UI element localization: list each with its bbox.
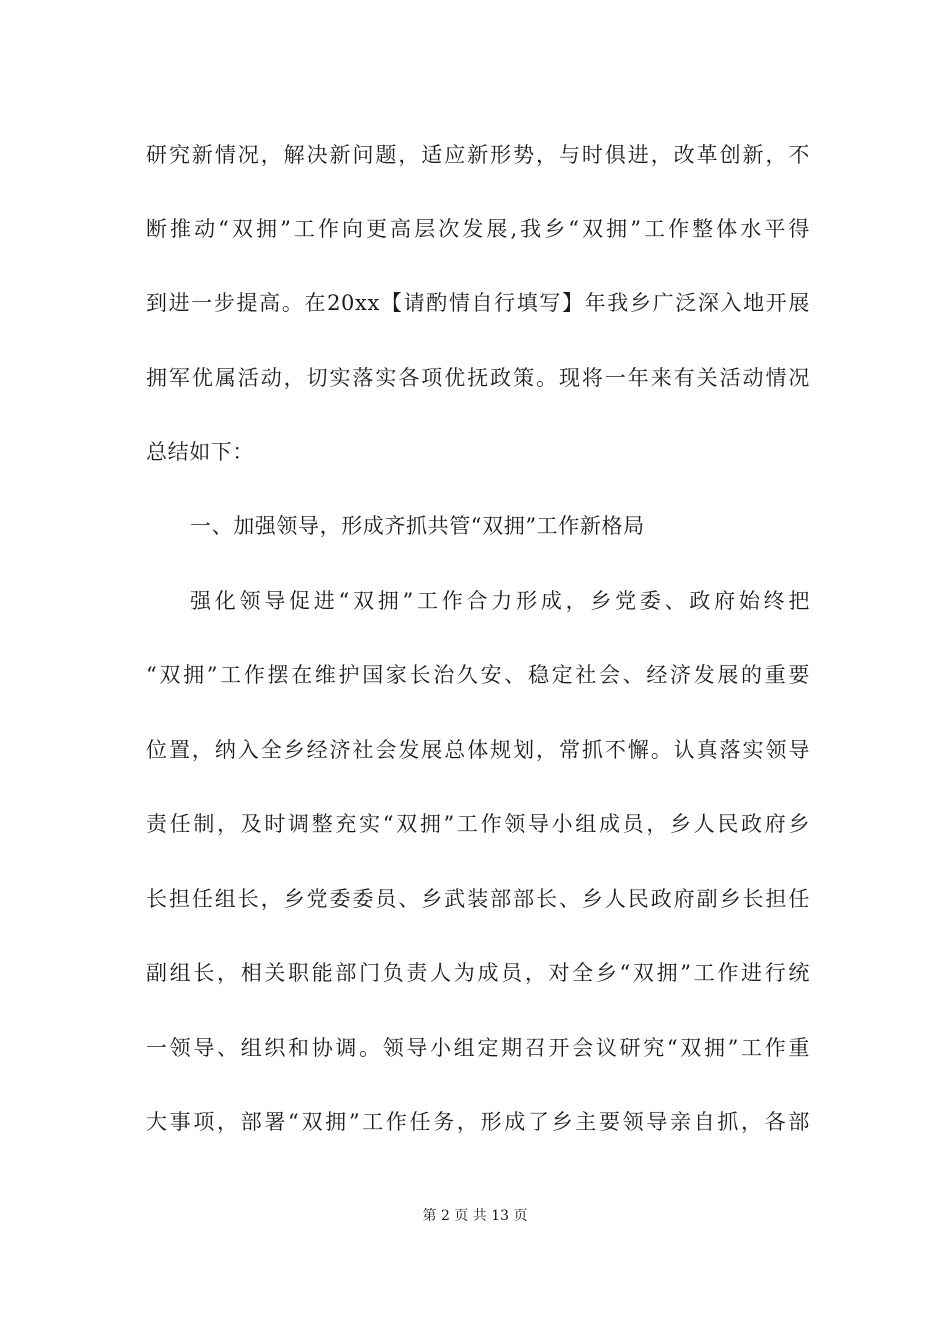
page-number-footer: 第 2 页 共 13 页 xyxy=(422,1208,528,1224)
body-text-line: 大事项，部署“双拥”工作任务，形成了乡主要领导亲自抓，各部 xyxy=(146,1110,810,1134)
section-heading: 一、加强领导，形成齐抓共管“双拥”工作新格局 xyxy=(190,514,645,538)
body-text-line: “双拥”工作摆在维护国家长治久安、稳定社会、经济发展的重要 xyxy=(146,663,810,687)
body-text-line: 责任制，及时调整充实“双拥”工作领导小组成员，乡人民政府乡 xyxy=(146,812,810,836)
body-text-line: 拥军优属活动，切实落实各项优抚政策。现将一年来有关活动情况 xyxy=(146,366,810,390)
body-text-line: 位置，纳入全乡经济社会发展总体规划，常抓不懈。认真落实领导 xyxy=(146,738,810,762)
body-text-line: 总结如下： xyxy=(146,440,254,464)
body-text-line: 一领导、组织和协调。领导小组定期召开会议研究“双拥”工作重 xyxy=(146,1036,810,1060)
body-text-line: 到进一步提高。在20xx【请酌情自行填写】年我乡广泛深入地开展 xyxy=(146,291,810,315)
body-text-line: 副组长，相关职能部门负责人为成员，对全乡“双拥”工作进行统 xyxy=(146,961,810,985)
body-text-line: 研究新情况，解决新问题，适应新形势，与时俱进，改革创新，不 xyxy=(146,143,810,167)
body-text-line: 强化领导促进“双拥”工作合力形成，乡党委、政府始终把 xyxy=(190,589,810,613)
body-text-line: 断推动“双拥”工作向更高层次发展,我乡“双拥”工作整体水平得 xyxy=(146,217,810,241)
body-text-line: 长担任组长，乡党委委员、乡武装部部长、乡人民政府副乡长担任 xyxy=(146,887,810,911)
